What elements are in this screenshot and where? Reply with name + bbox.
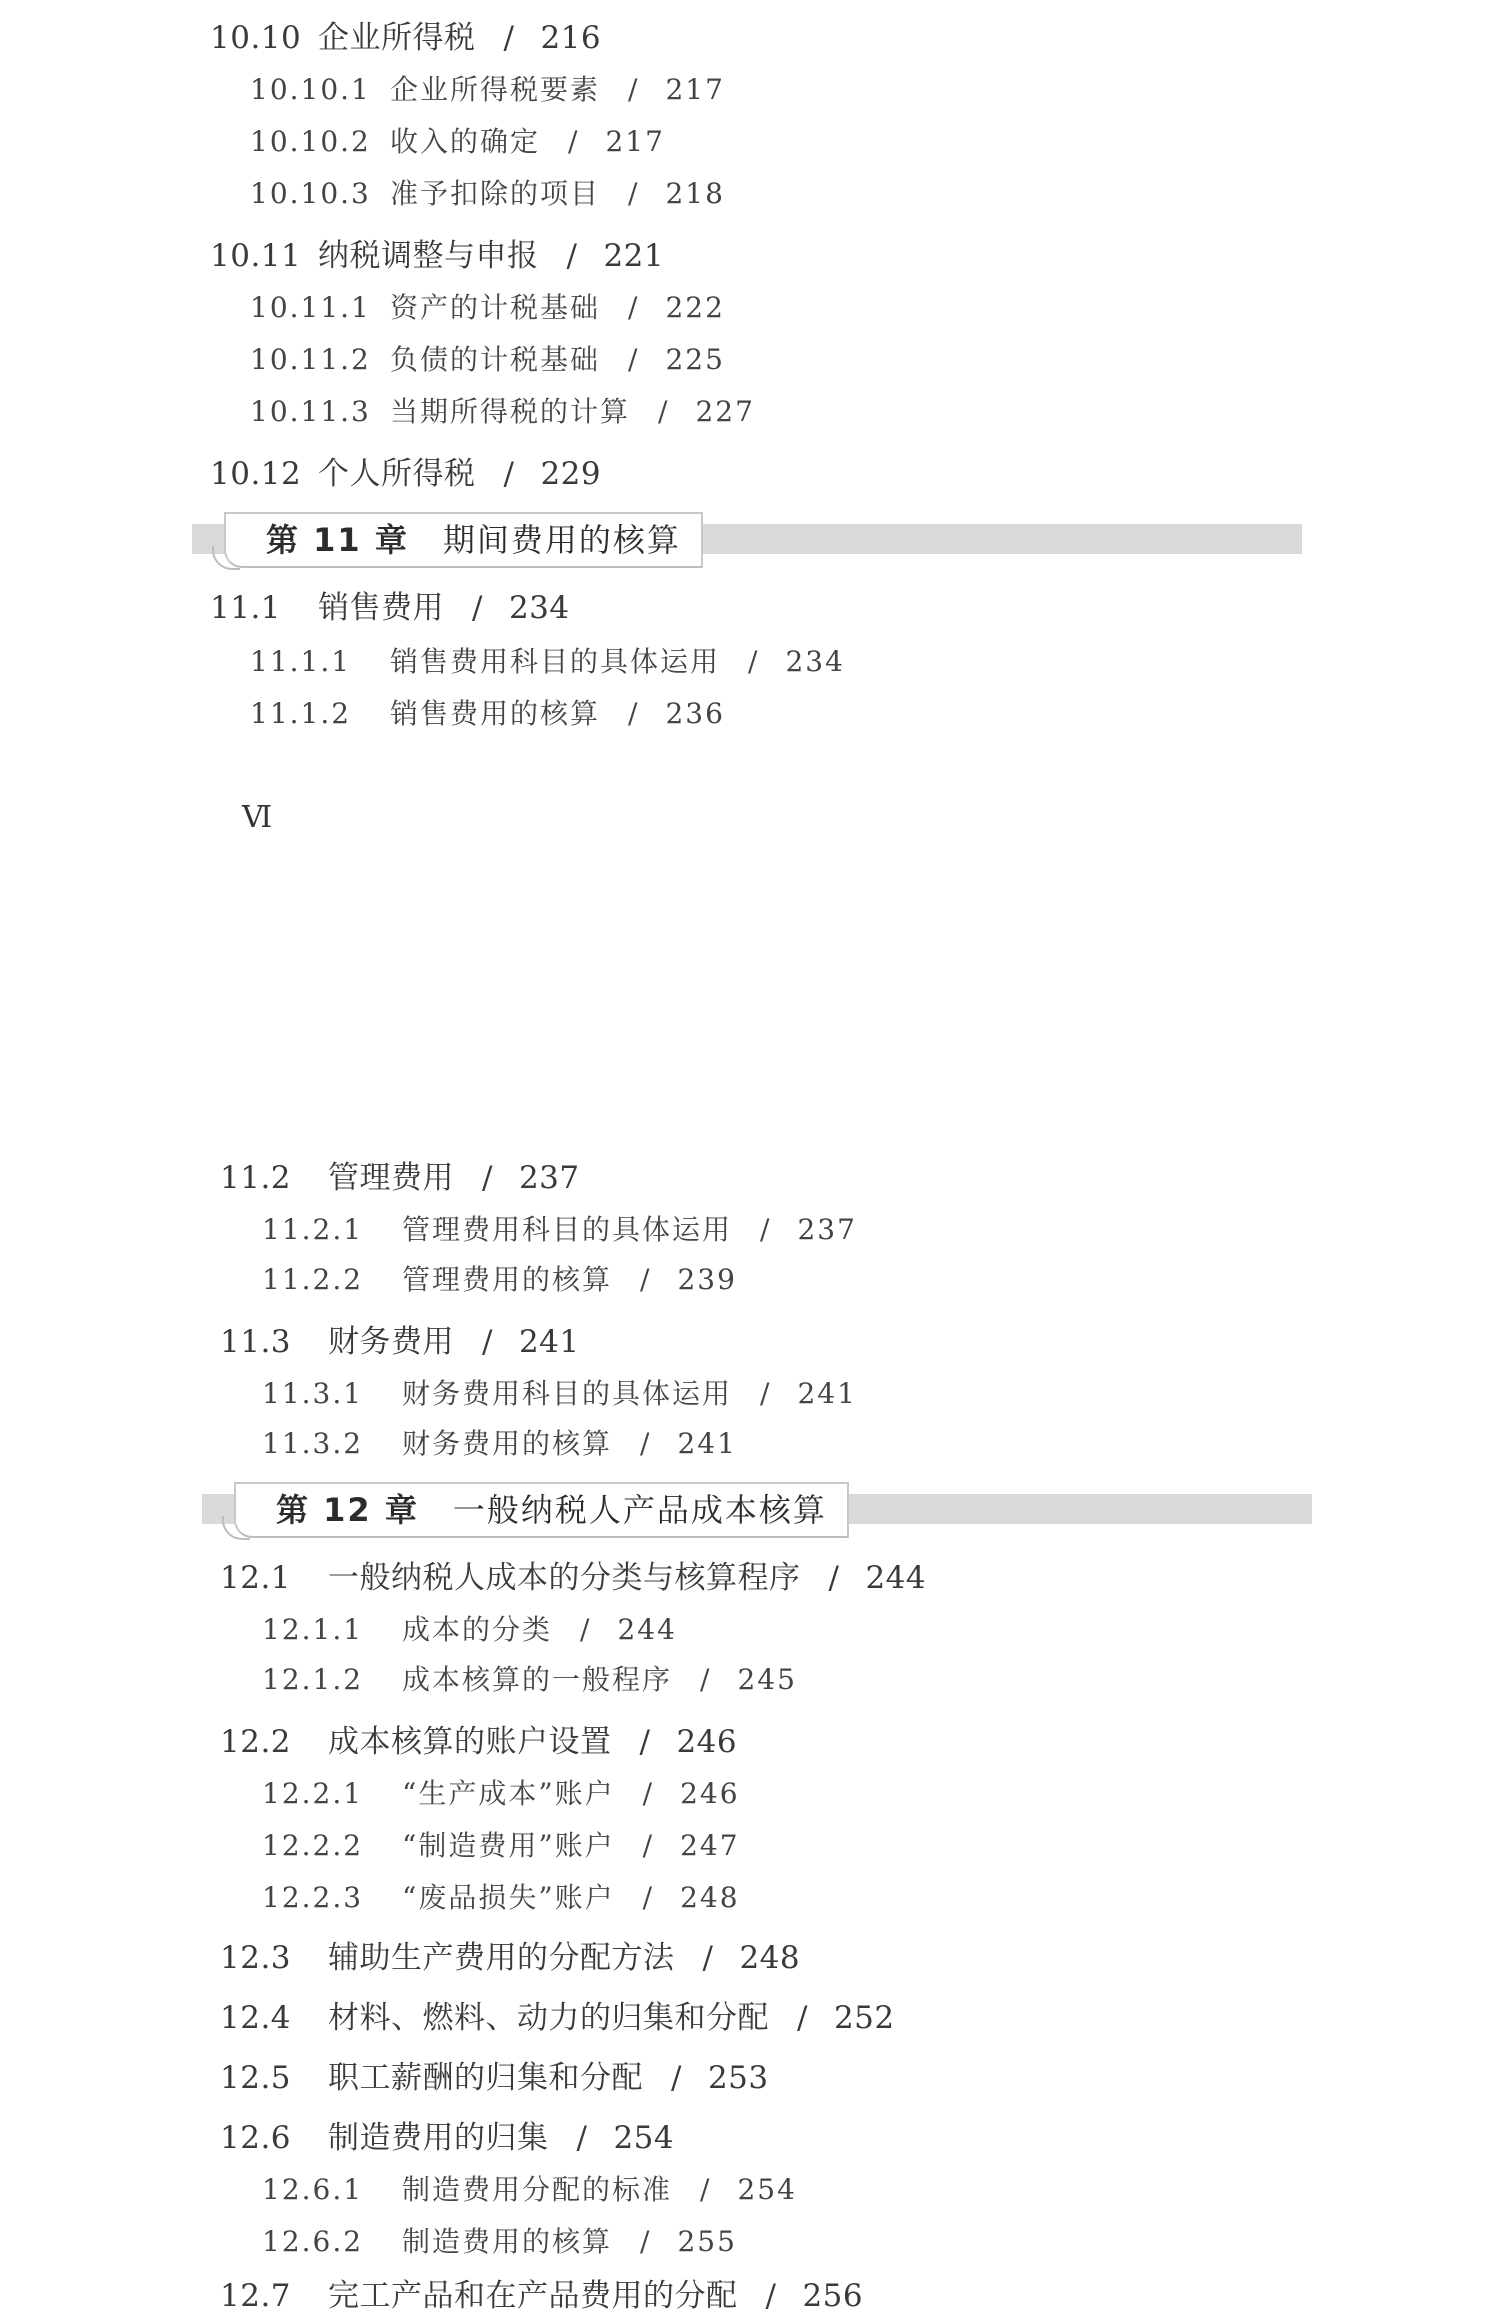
toc-page-number: 225 <box>665 343 725 376</box>
toc-page-number: 241 <box>677 1427 737 1460</box>
toc-separator: / <box>580 1613 592 1646</box>
toc-separator: / <box>628 291 640 324</box>
toc-page-number: 218 <box>665 177 725 210</box>
toc-page-number: 217 <box>665 73 725 106</box>
toc-title: 企业所得税 <box>318 20 476 56</box>
toc-separator: / <box>642 1829 655 1862</box>
toc-page-number: 237 <box>797 1213 857 1246</box>
toc-number: 11.2.2 <box>262 1263 364 1296</box>
chapter-tab <box>234 1482 849 1538</box>
chapter-name: 期间费用的核算 <box>442 521 681 559</box>
toc-title: 管理费用科目的具体运用 <box>402 1213 733 1246</box>
toc-separator: / <box>503 456 515 492</box>
toc-separator: / <box>748 645 760 678</box>
toc-title: 管理费用的核算 <box>402 1263 613 1296</box>
toc-entry-subsection <box>250 334 725 386</box>
toc-separator: / <box>640 2225 652 2258</box>
toc-number: 10.11 <box>210 238 302 274</box>
toc-entry-subsection <box>250 116 665 168</box>
toc-number: 12.6 <box>220 2120 292 2156</box>
toc-title: 职工薪酬的归集和分配 <box>328 2060 643 2096</box>
toc-number: 11.1 <box>210 590 282 626</box>
toc-entry-subsection <box>262 1768 740 1820</box>
toc-separator: / <box>568 125 580 158</box>
toc-title: “废品损失”账户 <box>402 1881 615 1914</box>
toc-title: 销售费用科目的具体运用 <box>390 645 721 678</box>
toc-entry-section <box>210 448 601 500</box>
toc-entry-section <box>220 1716 737 1768</box>
chapter-label: 第 11 章 <box>266 521 409 559</box>
toc-number: 11.1.1 <box>250 645 352 678</box>
toc-page-number: 246 <box>676 1724 738 1760</box>
toc-page-number: 222 <box>665 291 725 324</box>
toc-title: 收入的确定 <box>390 125 541 158</box>
toc-title: 成本核算的账户设置 <box>328 1724 612 1760</box>
toc-entry-subsection <box>262 1204 857 1256</box>
toc-number: 12.1.1 <box>262 1613 364 1646</box>
toc-page-number: 221 <box>603 238 665 274</box>
toc-entry-section <box>220 2270 863 2322</box>
toc-title: 销售费用的核算 <box>390 697 601 730</box>
toc-separator: / <box>576 2120 588 2156</box>
toc-separator: / <box>765 2278 777 2314</box>
toc-number: 12.2.2 <box>262 1829 364 1862</box>
toc-separator: / <box>760 1377 772 1410</box>
chapter-name: 一般纳税人产品成本核算 <box>452 1491 827 1529</box>
toc-title: 准予扣除的项目 <box>390 177 601 210</box>
toc-separator: / <box>566 238 578 274</box>
toc-page-number: 241 <box>518 1324 580 1360</box>
toc-separator: / <box>658 395 670 428</box>
toc-separator: / <box>702 1940 714 1976</box>
toc-entry-section <box>220 1316 580 1368</box>
toc-entry-subsection <box>250 688 725 740</box>
toc-page-number: 255 <box>677 2225 737 2258</box>
toc-page-number: 256 <box>802 2278 864 2314</box>
toc-number: 10.11.2 <box>250 343 371 376</box>
toc-title: 完工产品和在产品费用的分配 <box>328 2278 738 2314</box>
toc-page-number: 248 <box>680 1881 740 1914</box>
toc-separator: / <box>640 1427 652 1460</box>
page-number-roman: Ⅵ <box>242 800 271 835</box>
toc-number: 11.3.2 <box>262 1427 364 1460</box>
toc-title: “生产成本”账户 <box>402 1777 615 1810</box>
toc-number: 11.2.1 <box>262 1213 364 1246</box>
toc-entry-section <box>220 2052 769 2104</box>
toc-page-number: 229 <box>540 456 602 492</box>
toc-number: 12.3 <box>220 1940 292 1976</box>
toc-entry-subsection <box>262 1604 677 1656</box>
toc-page-number: 237 <box>518 1160 580 1196</box>
toc-title: 负债的计税基础 <box>390 343 601 376</box>
toc-entry-subsection <box>262 2164 797 2216</box>
toc-entry-subsection <box>262 1254 737 1306</box>
toc-number: 11.3 <box>220 1324 292 1360</box>
toc-separator: / <box>503 20 515 56</box>
toc-title: 成本的分类 <box>402 1613 553 1646</box>
toc-number: 10.11.3 <box>250 395 371 428</box>
toc-separator: / <box>642 1881 655 1914</box>
toc-separator: / <box>639 1724 651 1760</box>
toc-entry-subsection <box>250 168 725 220</box>
toc-entry-subsection <box>250 282 725 334</box>
toc-page-number: 253 <box>707 2060 769 2096</box>
toc-number: 11.2 <box>220 1160 292 1196</box>
toc-number: 12.2.1 <box>262 1777 364 1810</box>
toc-number: 12.2 <box>220 1724 292 1760</box>
toc-entry-subsection <box>262 1418 737 1470</box>
toc-number: 12.2.3 <box>262 1881 364 1914</box>
toc-separator: / <box>482 1324 493 1360</box>
toc-title: 纳税调整与申报 <box>318 238 539 274</box>
toc-page-number: 239 <box>677 1263 737 1296</box>
toc-entry-section <box>220 1992 895 2044</box>
toc-number: 10.12 <box>210 456 302 492</box>
toc-title: 财务费用科目的具体运用 <box>402 1377 733 1410</box>
toc-number: 10.11.1 <box>250 291 371 324</box>
toc-page-number: 254 <box>737 2173 797 2206</box>
toc-entry-subsection <box>262 1872 740 1924</box>
toc-number: 12.1 <box>220 1560 292 1596</box>
toc-separator: / <box>628 697 640 730</box>
toc-separator: / <box>760 1213 772 1246</box>
toc-title: 制造费用的归集 <box>328 2120 549 2156</box>
chapter-tab <box>224 512 703 568</box>
toc-separator: / <box>700 1663 712 1696</box>
toc-entry-subsection <box>250 64 725 116</box>
toc-entry-section <box>210 12 601 64</box>
toc-page-number: 217 <box>605 125 665 158</box>
toc-page-number: 248 <box>739 1940 801 1976</box>
toc-page-number: 254 <box>613 2120 675 2156</box>
toc-separator: / <box>640 1263 652 1296</box>
toc-entry-subsection <box>250 386 755 438</box>
toc-number: 10.10.1 <box>250 73 371 106</box>
toc-title: 企业所得税要素 <box>390 73 601 106</box>
toc-title: 材料、燃料、动力的归集和分配 <box>328 2000 769 2036</box>
toc-title: 资产的计税基础 <box>390 291 601 324</box>
toc-separator: / <box>482 1160 493 1196</box>
toc-entry-section <box>210 582 570 634</box>
toc-entry-section <box>220 1552 926 1604</box>
toc-number: 12.4 <box>220 2000 292 2036</box>
toc-separator: / <box>642 1777 655 1810</box>
toc-entry-subsection <box>262 2216 737 2268</box>
toc-number: 10.10.3 <box>250 177 371 210</box>
toc-entry-subsection <box>262 1820 740 1872</box>
toc-page-number: 244 <box>617 1613 677 1646</box>
toc-page-number: 227 <box>695 395 755 428</box>
toc-page-number: 246 <box>680 1777 740 1810</box>
toc-title: 辅助生产费用的分配方法 <box>328 1940 675 1976</box>
toc-number: 12.1.2 <box>262 1663 364 1696</box>
chapter-label: 第 12 章 <box>276 1491 419 1529</box>
toc-page-number: 247 <box>680 1829 740 1862</box>
toc-page-number: 245 <box>737 1663 797 1696</box>
toc-number: 12.7 <box>220 2278 292 2314</box>
toc-number: 10.10 <box>210 20 302 56</box>
toc-number: 11.3.1 <box>262 1377 364 1410</box>
toc-separator: / <box>472 590 483 626</box>
toc-separator: / <box>797 2000 808 2036</box>
toc-entry-subsection <box>250 636 845 688</box>
toc-title: 销售费用 <box>318 590 444 626</box>
toc-title: “制造费用”账户 <box>402 1829 615 1862</box>
toc-number: 12.5 <box>220 2060 292 2096</box>
toc-separator: / <box>628 177 640 210</box>
toc-page-number: 244 <box>865 1560 927 1596</box>
toc-title: 制造费用分配的标准 <box>402 2173 673 2206</box>
toc-separator: / <box>628 73 640 106</box>
toc-page-number: 252 <box>833 2000 895 2036</box>
toc-separator: / <box>828 1560 840 1596</box>
toc-entry-section <box>210 230 664 282</box>
toc-page-number: 216 <box>540 20 602 56</box>
toc-number: 11.1.2 <box>250 697 352 730</box>
toc-separator: / <box>700 2173 712 2206</box>
toc-number: 10.10.2 <box>250 125 371 158</box>
toc-entry-section <box>220 1932 800 1984</box>
toc-page-number: 236 <box>665 697 725 730</box>
toc-title: 财务费用 <box>328 1324 454 1360</box>
toc-number: 12.6.2 <box>262 2225 364 2258</box>
toc-page-number: 241 <box>797 1377 857 1410</box>
toc-entry-section <box>220 1152 580 1204</box>
toc-title: 管理费用 <box>328 1160 454 1196</box>
toc-title: 制造费用的核算 <box>402 2225 613 2258</box>
toc-entry-subsection <box>262 1654 797 1706</box>
toc-title: 当期所得税的计算 <box>390 395 631 428</box>
toc-title: 成本核算的一般程序 <box>402 1663 673 1696</box>
toc-title: 一般纳税人成本的分类与核算程序 <box>328 1560 801 1596</box>
toc-title: 财务费用的核算 <box>402 1427 613 1460</box>
toc-entry-subsection <box>262 1368 857 1420</box>
toc-separator: / <box>628 343 640 376</box>
toc-page-number: 234 <box>785 645 845 678</box>
toc-page-number: 234 <box>508 590 570 626</box>
toc-entry-section <box>220 2112 674 2164</box>
toc-title: 个人所得税 <box>318 456 476 492</box>
toc-separator: / <box>671 2060 682 2096</box>
toc-number: 12.6.1 <box>262 2173 364 2206</box>
